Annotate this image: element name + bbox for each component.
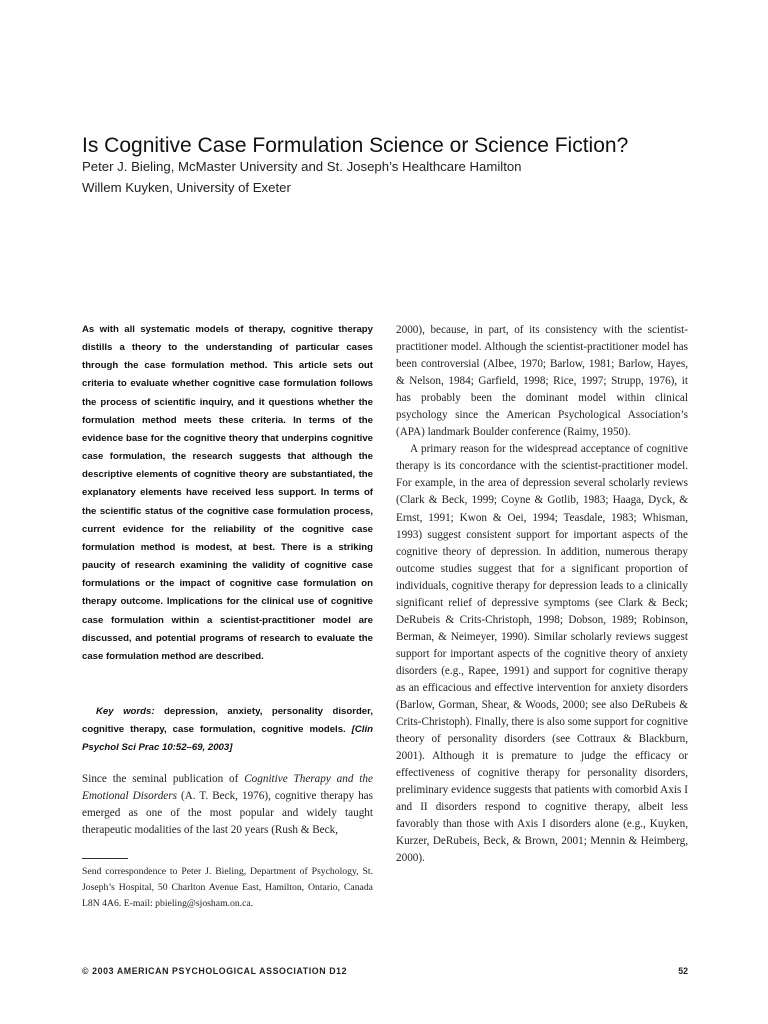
page-number: 52: [678, 966, 688, 976]
keywords-label: Key words:: [96, 706, 155, 717]
keywords-text: depression, anxiety, personality disorder, cognitive therapy, case formulation, cognitive models.: [82, 706, 374, 736]
book-title: Cognitive Therapy and the Emotional Disorders: [82, 773, 373, 802]
journal-citation: [Clin Psychol Sci Prac 10:52–69, 2003]: [82, 724, 373, 754]
body-column-right: [396, 322, 688, 868]
author-line: Willem Kuyken, University of Exeter: [82, 180, 291, 195]
correspondence-footnote: Send correspondence to Peter J. Bieling, Department of Psychology, St. Joseph’s Hospital, 50 Charlton Avenue East, Hamilton, Ontario, Canada L8N 4A6. E-mail: pbieling@sjosham.on.ca.: [82, 866, 373, 909]
intro-text: Since the seminal publication of: [82, 773, 245, 785]
intro-paragraph: [82, 771, 373, 839]
body-paragraph: A primary reason for the widespread acceptance of cognitive therapy is its concordance with the scientist-practitioner model. For example, in the area of depression several scholarly reviews (Clark & Beck, 1999; Coyne & Gotlib, 1983; Haaga, Dyck, & Ernst, 1991; Kwon & Oei, 1994; Teasdale, 1983; Whisman, 1993) suggest consistent support for important aspects of the cognitive theory of depression. In addition, numerous therapy outcome studies suggest that for a significant proportion of individuals, cognitive therapy for depression leads to a clinically significant relief of depressive symptoms (see Clark & Beck; DeRubeis & Crits-Christoph, 1998; Dobson, 1989; Robinson, Berman, & Neimeyer, 1990). Similar scholarly reviews suggest support for important aspects of the cognitive theory of anxiety disorders (e.g., Rapee, 1991) and support for cognitive therapy as an efficacious and effective intervention for anxiety disorders (Barlow, Gorman, Shear, & Woods, 2000; see also DeRubeis & Crits-Christoph). Finally, there is also some support for cognitive theory of personality disorders (see Cottraux & Blackburn, 2001). Although it is premature to judge the efficacy or effectiveness of cognitive therapy for personality disorders, preliminary evidence suggests that patients with comorbid Axis I and II disorders respond to cognitive therapy, albeit less favorably than those with Axis I disorders alone (e.g., Kuyken, Kurzer, DeRubeis, Beck, & Brown, 2001; Mennin & Heimberg, 2000).: [396, 443, 688, 865]
author-line: Peter J. Bieling, McMaster University and St. Joseph’s Healthcare Hamilton: [82, 159, 522, 174]
footnote-rule: [82, 858, 128, 859]
copyright-footer: © 2003 AMERICAN PSYCHOLOGICAL ASSOCIATION D12: [82, 966, 348, 976]
keywords: [82, 703, 373, 757]
abstract: As with all systematic models of therapy, cognitive therapy distills a theory to the understanding of particular cases through the case formulation method. This article sets out criteria to evaluate whether cognitive case formulation follows the process of scientific inquiry, and it questions whether the formulation method meets these criteria. In terms of the evidence base for the cognitive theory that underpins cognitive case formulation, the research suggests that although the descriptive elements of cognitive theory are substantiated, the explanatory elements have received less support. In terms of the scientific status of the cognitive case formulation process, current evidence for the reliability of the cognitive case formulation method is modest, at best. There is a striking paucity of research examining the validity of cognitive case formulations or the impact of cognitive case formulation on therapy outcome. Implications for the clinical use of cognitive case formulation within a scientist-practitioner model are discussed, and potential programs of research to evaluate the case formulation method are described.: [82, 324, 373, 662]
intro-text: (A. T. Beck, 1976), cognitive therapy has emerged as one of the most popular and widely taught therapeutic modalities of the last 20 years (Rush & Beck,: [82, 790, 373, 836]
body-paragraph: 2000), because, in part, of its consistency with the scientist-practitioner model. Although the scientist-practitioner model has been controversial (Albee, 1970; Barlow, 1981; Barlow, Hayes, & Nelson, 1984; Garfield, 1998; Rice, 1997; Strupp, 1976), it has probably been the dominant model within clinical psychology since the American Psychological Association’s (APA) landmark Boulder conference (Raimy, 1950).: [396, 324, 688, 439]
article-title: Is Cognitive Case Formulation Science or Science Fiction?: [82, 134, 629, 158]
